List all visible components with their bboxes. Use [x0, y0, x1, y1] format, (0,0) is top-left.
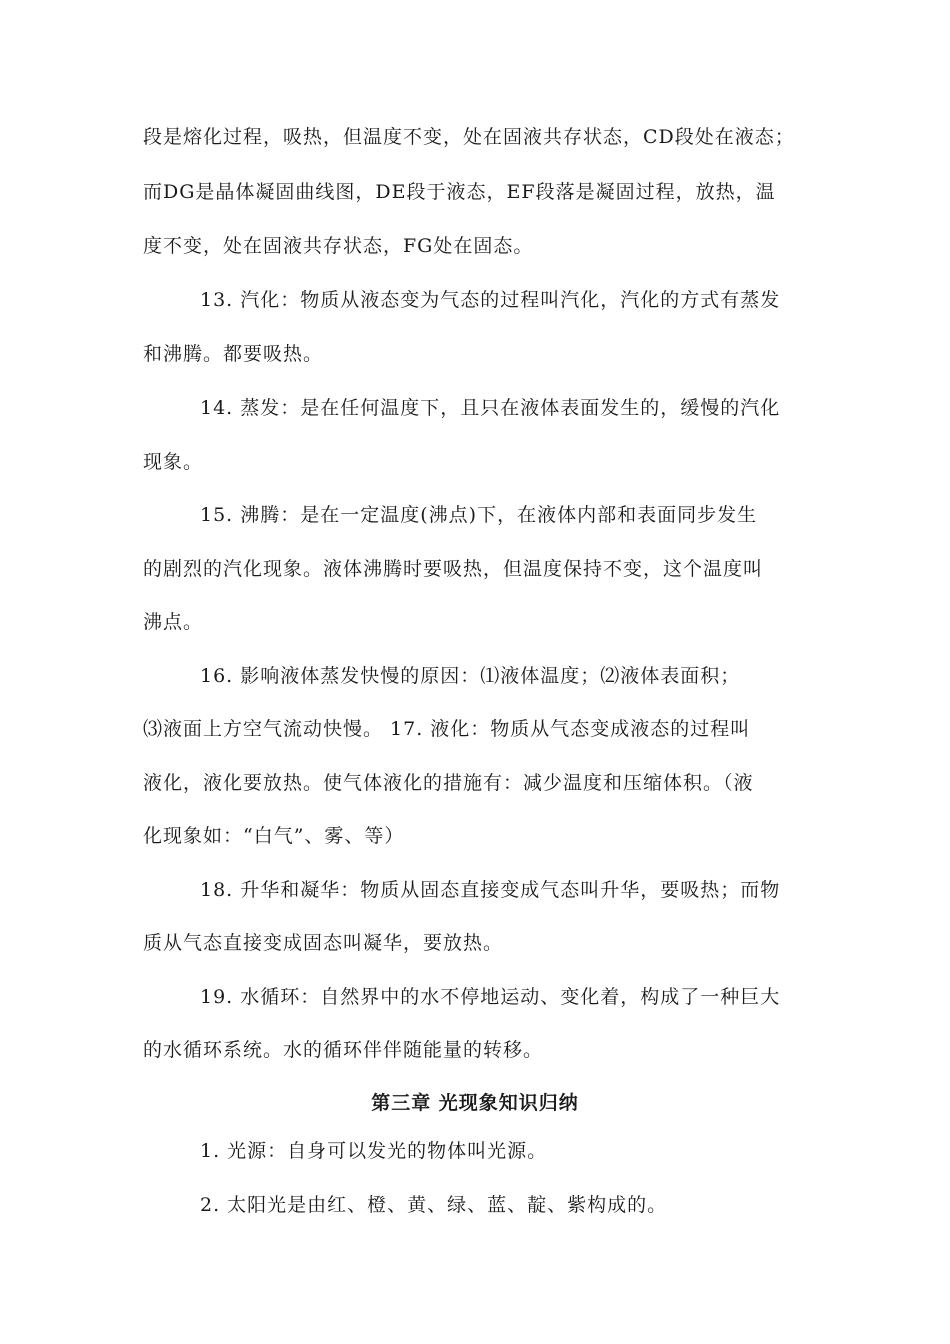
text-line: 的剧烈的汽化现象。液体沸腾时要吸热，但温度保持不变，这个温度叫 [143, 558, 764, 580]
text-line: 段是熔化过程，吸热，但温度不变，处在固液共存状态，CD段处在液态； [143, 126, 795, 148]
text-line: 和沸腾。都要吸热。 [143, 343, 324, 365]
text-line: 15. 沸腾：是在一定温度(沸点)下，在液体内部和表面同步发生 [200, 504, 758, 526]
text-line: 2. 太阳光是由红、橙、黄、绿、蓝、靛、紫构成的。 [200, 1194, 668, 1216]
text-line: 14. 蒸发：是在任何温度下，且只在液体表面发生的，缓慢的汽化 [200, 397, 781, 419]
text-line: 液化，液化要放热。使气体液化的措施有：减少温度和压缩体积。（液 [143, 772, 754, 794]
text-line: 现象。 [143, 451, 204, 473]
text-line: 质从气态直接变成固态叫凝华，要放热。 [143, 932, 504, 954]
text-line: 19. 水循环：自然界中的水不停地运动、变化着，构成了一种巨大 [200, 986, 781, 1008]
text-line: 13. 汽化：物质从液态变为气态的过程叫汽化，汽化的方式有蒸发 [200, 289, 781, 311]
text-line: 1. 光源：自身可以发光的物体叫光源。 [200, 1140, 548, 1162]
text-line: 度不变，处在固液共存状态，FG处在固态。 [143, 235, 534, 257]
text-line: 的水循环系统。水的循环伴伴随能量的转移。 [143, 1039, 544, 1061]
text-line: 沸点。 [143, 611, 204, 633]
text-line: 18. 升华和凝华：物质从固态直接变成气态叫升华，要吸热；而物 [200, 879, 781, 901]
text-line: 16. 影响液体蒸发快慢的原因：⑴液体温度；⑵液体表面积； [200, 665, 741, 687]
text-line: 化现象如：“白气”、雾、等） [143, 825, 405, 847]
chapter-heading: 第三章 光现象知识归纳 [371, 1092, 579, 1114]
text-line: 而DG是晶体凝固曲线图，DE段于液态，EF段落是凝固过程，放热，温 [143, 181, 776, 203]
text-line: ⑶液面上方空气流动快慢。 17. 液化：物质从气态变成液态的过程叫 [143, 718, 751, 740]
